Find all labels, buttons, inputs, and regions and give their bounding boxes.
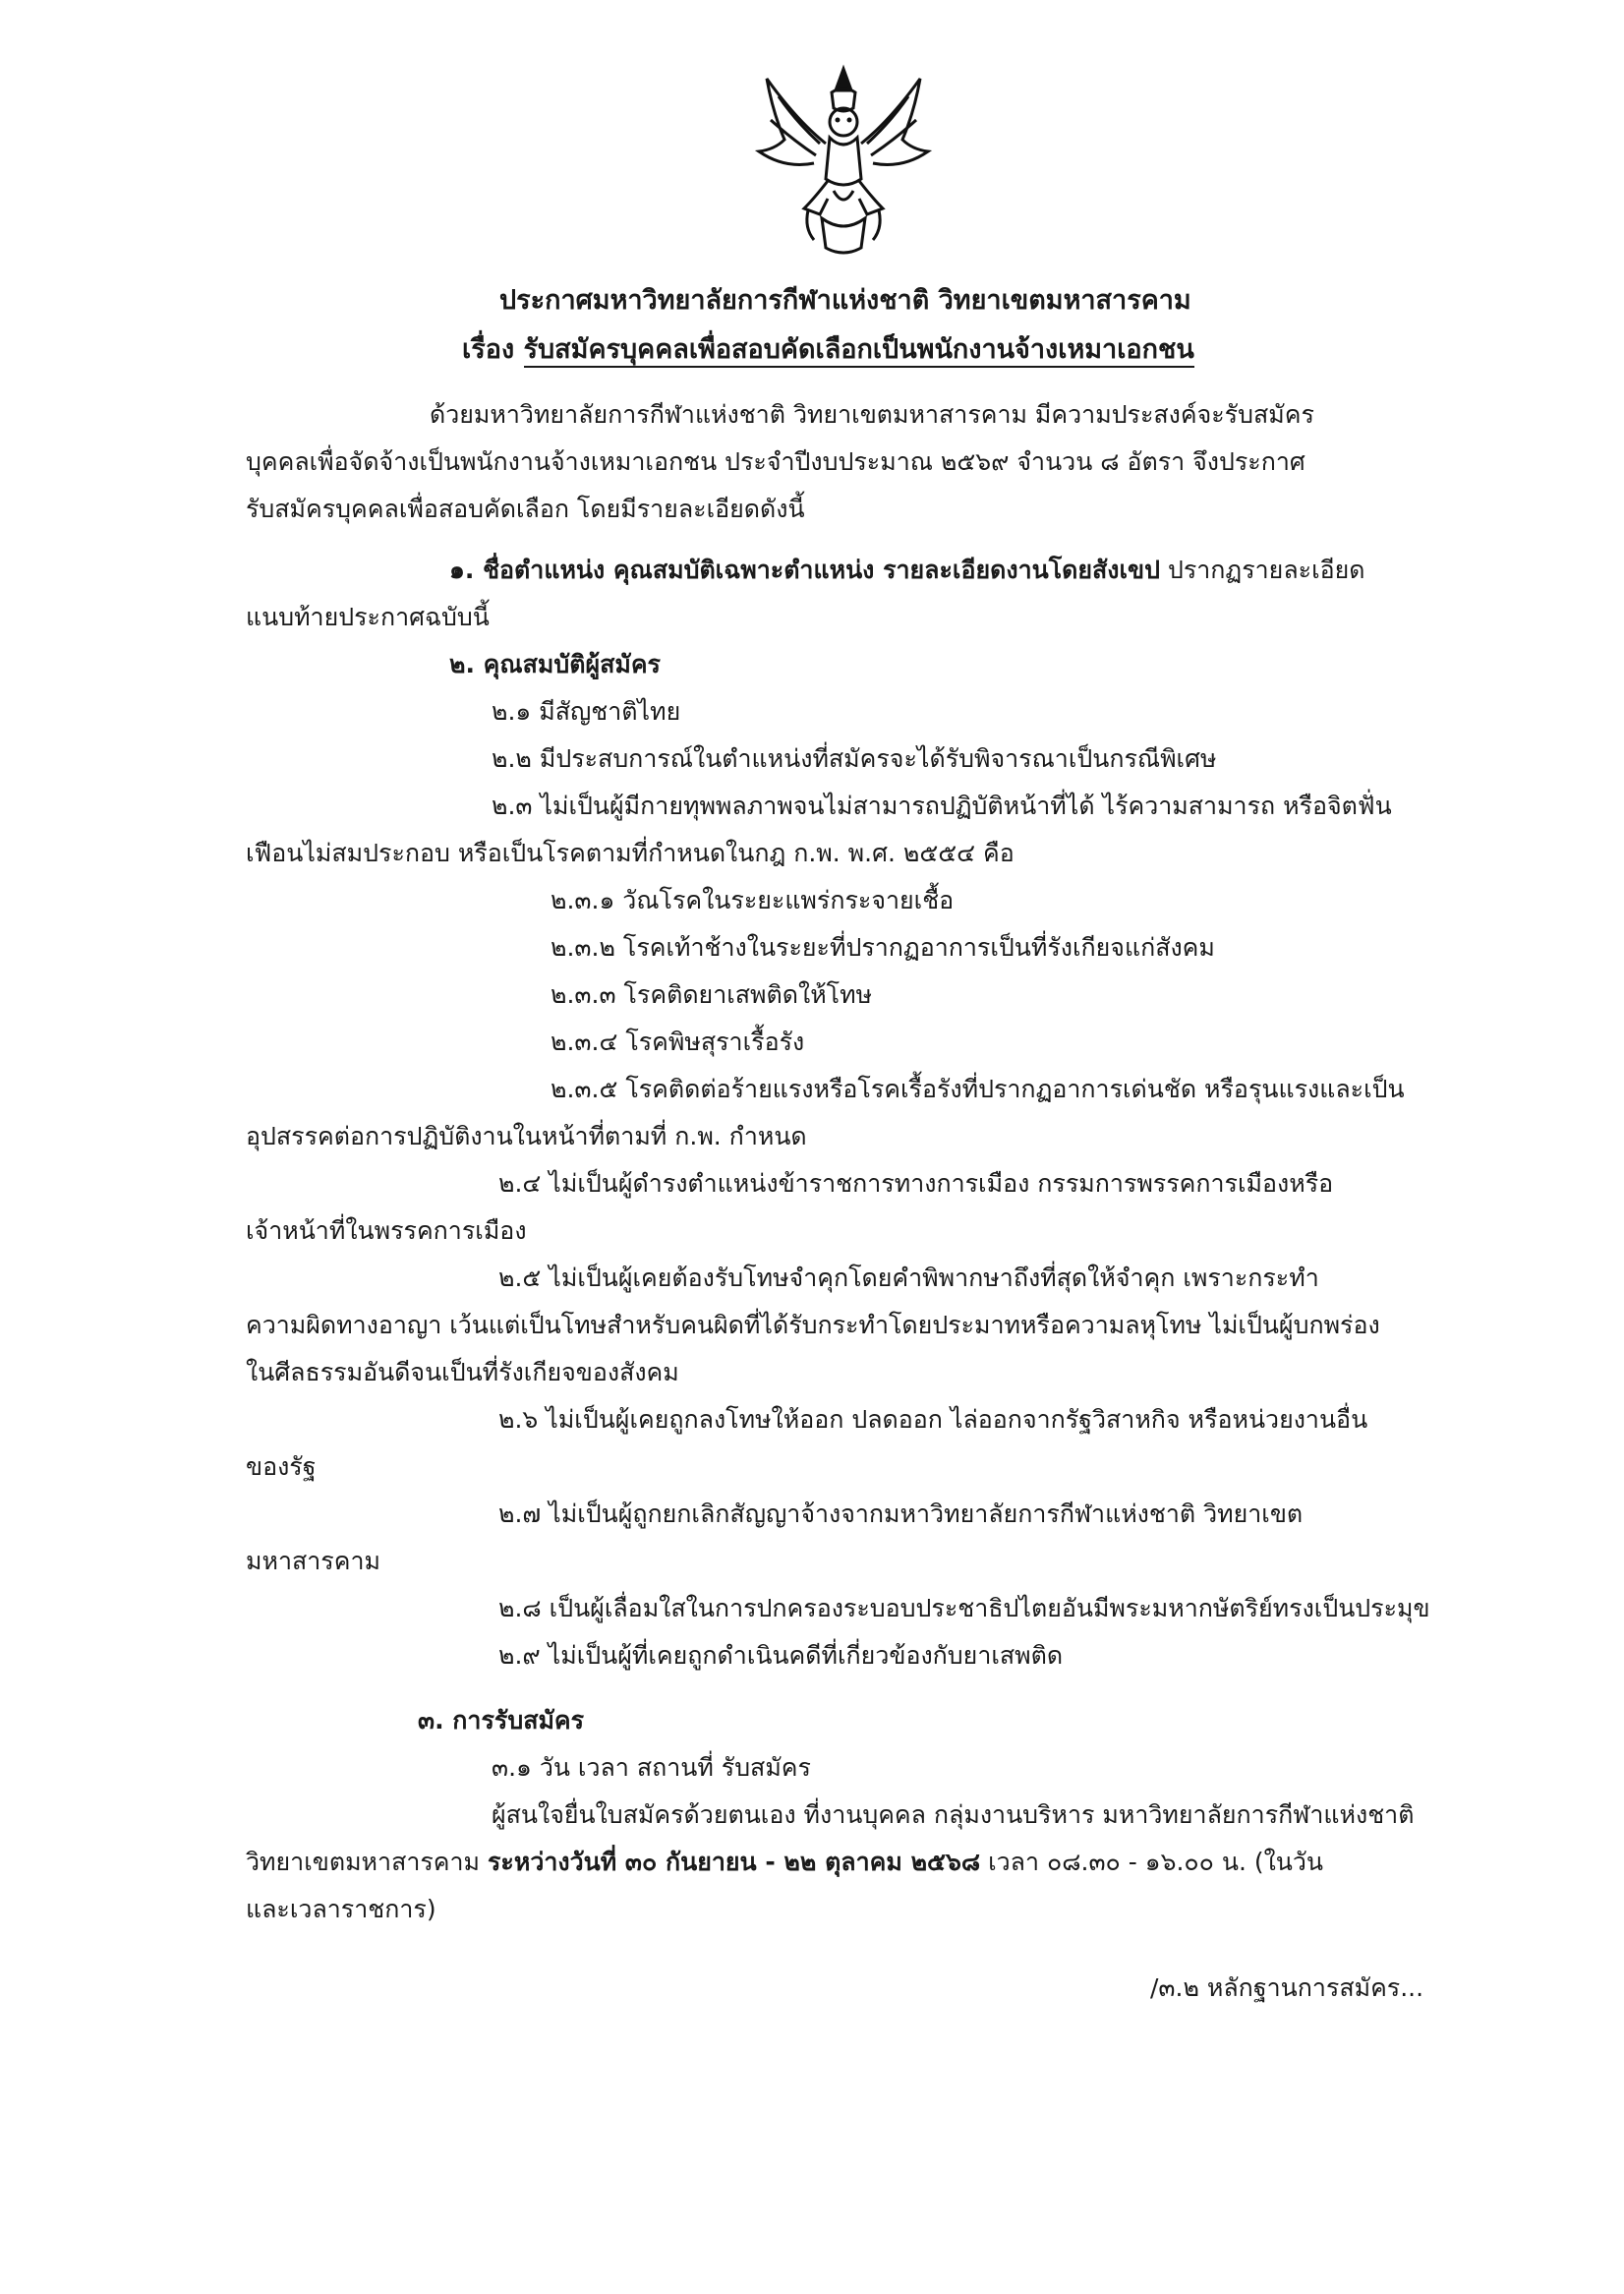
item-2-7: ๒.๗ ไม่เป็นผู้ถูกยกเลิกสัญญาจ้างจากมหาวิทยาลัยการกีฬาแห่งชาติ วิทยาเขต [498, 1500, 1304, 1528]
subject-text: รับสมัครบุคคลเพื่อสอบคัดเลือกเป็นพนักงานจ้างเหมาเอกชน [524, 334, 1194, 368]
section-1-heading: ๑. ชื่อตำแหน่ง คุณสมบัติเฉพาะตำแหน่ง รายละเอียดงานโดยสังเขป [449, 556, 1160, 584]
section-3-1-line-2 [246, 1846, 1323, 1879]
item-2-3: ๒.๓ ไม่เป็นผู้มีกายทุพพลภาพจนไม่สามารถปฏิบัติหน้าที่ได้ ไร้ความสามารถ หรือจิตฟั่น [492, 792, 1392, 820]
announcement-title: ประกาศมหาวิทยาลัยการกีฬาแห่งชาติ วิทยาเขตมหาสารคาม [499, 285, 1191, 316]
office-hours: เวลา ๐๘.๓๐ - ๑๖.๐๐ น. (ในวัน [980, 1848, 1324, 1876]
campus-name: วิทยาเขตมหาสารคาม [246, 1848, 488, 1876]
item-2-3-cont: เฟือนไม่สมประกอบ หรือเป็นโรคตามที่กำหนดในกฎ ก.พ. พ.ศ. ๒๕๕๔ คือ [246, 839, 1015, 867]
item-2-5-cont-2: ในศีลธรรมอันดีจนเป็นที่รังเกียจของสังคม [246, 1358, 679, 1386]
item-2-3-2: ๒.๓.๒ โรคเท้าช้างในระยะที่ปรากฏอาการเป็นที่รังเกียจแก่สังคม [551, 933, 1215, 962]
item-2-5-cont-1: ความผิดทางอาญา เว้นแต่เป็นโทษสำหรับคนผิดที่ได้รับกระทำโดยประมาทหรือความลหุโทษ ไม่เป็นผู้บกพร่อง [246, 1311, 1380, 1339]
item-2-9: ๒.๙ ไม่เป็นผู้ที่เคยถูกดำเนินคดีที่เกี่ยวข้องกับยาเสพติด [498, 1641, 1064, 1670]
item-2-3-3: ๒.๓.๓ โรคติดยาเสพติดให้โทษ [551, 980, 873, 1009]
item-2-6: ๒.๖ ไม่เป็นผู้เคยถูกลงโทษให้ออก ปลดออก ไล่ออกจากรัฐวิสาหกิจ หรือหน่วยงานอื่น [498, 1405, 1368, 1434]
item-2-8: ๒.๘ เป็นผู้เลื่อมใสในการปกครองระบอบประชาธิปไตยอันมีพระมหากษัตริย์ทรงเป็นประมุข [498, 1594, 1430, 1622]
application-period: ระหว่างวันที่ ๓๐ กันยายน - ๒๒ ตุลาคม ๒๕๖๘ [487, 1848, 981, 1876]
item-2-4: ๒.๔ ไม่เป็นผู้ดำรงตำแหน่งข้าราชการทางการเมือง กรรมการพรรคการเมืองหรือ [498, 1169, 1334, 1198]
section-1-line [449, 554, 1365, 587]
item-2-3-5: ๒.๓.๕ โรคติดต่อร้ายแรงหรือโรคเรื้อรังที่ปรากฏอาการเด่นชัด หรือรุนแรงและเป็น [551, 1075, 1405, 1103]
item-2-6-cont: ของรัฐ [246, 1452, 317, 1481]
item-2-2: ๒.๒ มีประสบการณ์ในตำแหน่งที่สมัครจะได้รับพิจารณาเป็นกรณีพิเศษ [492, 744, 1217, 773]
section-1-cont: แนบท้ายประกาศฉบับนี้ [246, 603, 490, 631]
section-3-1-line-1: ผู้สนใจยื่นใบสมัครด้วยตนเอง ที่งานบุคคล กลุ่มงานบริหาร มหาวิทยาลัยการกีฬาแห่งชาติ [492, 1800, 1415, 1829]
item-2-4-cont: เจ้าหน้าที่ในพรรคการเมือง [246, 1216, 527, 1245]
item-2-3-5-cont: อุปสรรคต่อการปฏิบัติงานในหน้าที่ตามที่ ก.พ. กำหนด [246, 1122, 807, 1150]
section-3-1-line-3: และเวลาราชการ) [246, 1895, 436, 1923]
garuda-emblem [745, 61, 942, 267]
intro-line-1: ด้วยมหาวิทยาลัยการกีฬาแห่งชาติ วิทยาเขตมหาสารคาม มีความประสงค์จะรับสมัคร [430, 400, 1314, 429]
intro-line-3: รับสมัครบุคคลเพื่อสอบคัดเลือก โดยมีรายละเอียดดังนี้ [246, 495, 805, 523]
section-3-heading: ๓. การรับสมัคร [418, 1706, 585, 1735]
item-2-3-1: ๒.๓.๑ วัณโรคในระยะแพร่กระจายเชื้อ [551, 886, 955, 914]
intro-line-2: บุคคลเพื่อจัดจ้างเป็นพนักงานจ้างเหมาเอกชน ประจำปีงบประมาณ ๒๕๖๙ จำนวน ๘ อัตรา จึงประกาศ [246, 447, 1305, 476]
section-3-1-heading: ๓.๑ วัน เวลา สถานที่ รับสมัคร [492, 1753, 811, 1782]
item-2-5: ๒.๕ ไม่เป็นผู้เคยต้องรับโทษจำคุกโดยคำพิพากษาถึงที่สุดให้จำคุก เพราะกระทำ [498, 1264, 1319, 1292]
section-2-heading: ๒. คุณสมบัติผู้สมัคร [449, 650, 661, 678]
section-1-rest: ปรากฏรายละเอียด [1160, 556, 1365, 584]
item-2-1: ๒.๑ มีสัญชาติไทย [492, 697, 681, 726]
subject-line [462, 333, 1194, 367]
continuation-note: /๓.๒ หลักฐานการสมัคร... [1150, 1973, 1424, 2002]
item-2-3-4: ๒.๓.๔ โรคพิษสุราเรื้อรัง [551, 1028, 805, 1056]
item-2-7-cont: มหาสารคาม [246, 1547, 380, 1575]
subject-label: เรื่อง [462, 334, 524, 365]
